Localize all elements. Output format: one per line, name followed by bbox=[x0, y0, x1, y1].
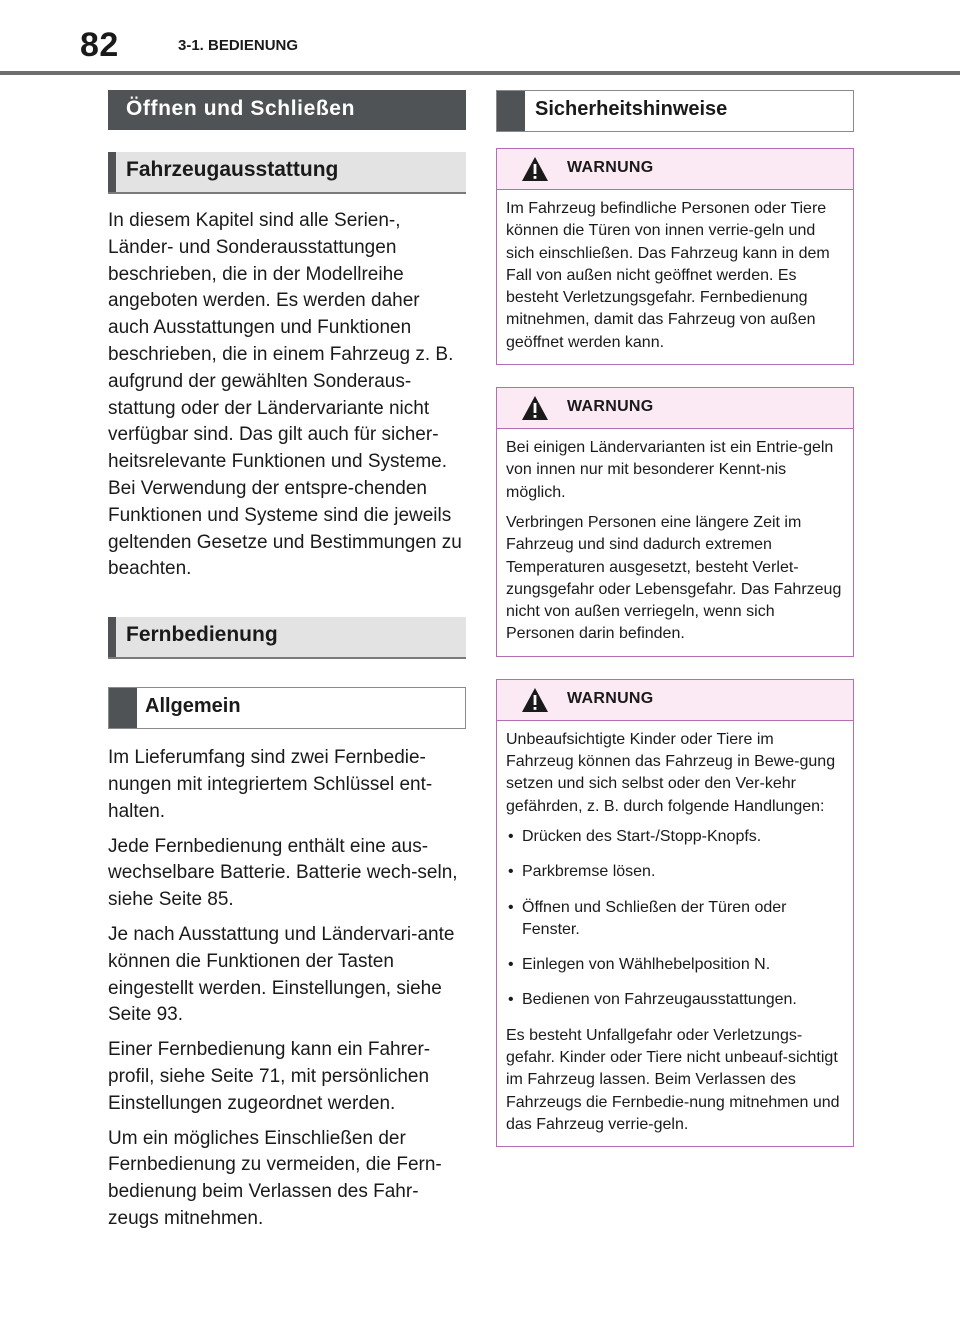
page-header bbox=[0, 0, 960, 76]
list-item: • Einlegen von Wählhebelposition N. bbox=[506, 954, 843, 976]
chapter-title: 3-1. BEDIENUNG bbox=[178, 37, 299, 54]
warning-triangle-icon bbox=[521, 395, 549, 421]
warning-box bbox=[496, 387, 854, 657]
warning-label: WARNUNG bbox=[567, 689, 654, 707]
subsection-remote bbox=[108, 617, 466, 659]
left-column bbox=[108, 90, 466, 1241]
header-rule bbox=[0, 71, 960, 75]
warning-triangle-icon bbox=[521, 687, 549, 713]
warning-label: WARNUNG bbox=[567, 398, 654, 416]
warning-bullet-list bbox=[506, 826, 843, 1012]
warning-intro: Unbeaufsichtigte Kinder oder Tiere im Fahrzeug können das Fahrzeug in Bewe-gung setzen und sich selbst oder den Ver-kehr gefährden, z. B. durch folgende Handlungen: bbox=[506, 730, 836, 815]
warning-label: WARNUNG bbox=[567, 159, 654, 176]
warning-box bbox=[496, 148, 854, 365]
warning-body bbox=[497, 721, 853, 1146]
remote-paragraph: Jede Fernbedienung enthält eine aus-wechselbare Batterie. Batterie wech-seln, siehe Seite 85. bbox=[108, 835, 458, 911]
remote-paragraph: Im Lieferumfang sind zwei Fernbedie-nungen mit integriertem Schlüssel ent-halten. bbox=[108, 747, 433, 822]
remote-paragraph: Um ein mögliches Einschließen der Fernbedienung zu vermeiden, die Fern-bedienung beim Verlassen des Fahr-zeugs mitnehmen. bbox=[108, 1127, 442, 1229]
subsection-general-title: Allgemein bbox=[145, 695, 241, 718]
section-title-safety bbox=[496, 90, 854, 132]
list-item: • Parkbremse lösen. bbox=[506, 861, 843, 883]
right-column bbox=[496, 90, 854, 1147]
warning-body bbox=[497, 190, 853, 364]
warning-header bbox=[497, 680, 853, 721]
subsection-general bbox=[108, 687, 466, 729]
list-item: • Öffnen und Schließen der Türen oder Fenster. bbox=[506, 897, 843, 942]
warning-paragraph: Im Fahrzeug befindliche Personen oder Tiere können die Türen von innen verrie-geln und sich einschließen. Das Fahrzeug kann in dem Fall von außen nicht geöffnet werden. Es besteht Verletzungsgefahr. Fernbedienung mitnehmen, damit das Fahrzeug von außen geöffnet werden kann. bbox=[506, 200, 830, 351]
warning-triangle-icon bbox=[521, 156, 549, 182]
equipment-paragraph: In diesem Kapitel sind alle Serien-, Länder- und Sonderausstattungen beschrieben, die in der Modellreihe angeboten werden. Es werden daher auch Ausstattungen und Funktionen beschrieben, die in einem Fahrzeug z. B. aufgrund der gewählten Sonderaus-stattung oder der Ländervariante nicht verfügbar sind. Das gilt auch für sicher-heitsrelevante Funktionen und Systeme. Bei Verwendung der entspre-chenden Funktionen und Systeme sind die jeweils geltenden Gesetze und Bestimmungen zu beachten. bbox=[108, 210, 462, 580]
remote-paragraph: Einer Fernbedienung kann ein Fahrer-profil, siehe Seite 71, mit persönlichen Einstellungen zugeordnet werden. bbox=[108, 1039, 431, 1114]
section-title-safety-label: Sicherheitshinweise bbox=[535, 98, 728, 120]
subsection-remote-title: Fernbedienung bbox=[126, 623, 278, 647]
warning-body bbox=[497, 429, 853, 656]
section-title-open-close: Öffnen und Schließen bbox=[108, 90, 466, 130]
remote-text bbox=[108, 745, 466, 1233]
warning-paragraph: Verbringen Personen eine längere Zeit im Fahrzeug und sind dadurch extremen Temperaturen ausgesetzt, besteht Verlet-zungsgefahr oder Lebensgefahr. Das Fahrzeug nicht von außen verriegeln, wenn sich Personen darin befinden. bbox=[506, 513, 842, 643]
warning-outro: Es besteht Unfallgefahr oder Verletzungs-gefahr. Kinder oder Tiere nicht unbeauf-sichtigt im Fahrzeug lassen. Beim Verlassen des Fahrzeugs die Fernbedie-nung mitnehmen und das Fahrzeug verrie-geln. bbox=[506, 1026, 840, 1133]
subsection-equipment-title: Fahrzeugausstattung bbox=[126, 158, 339, 181]
equipment-text bbox=[108, 208, 466, 583]
warning-header bbox=[497, 149, 853, 190]
list-item: • Bedienen von Fahrzeugausstattungen. bbox=[506, 989, 843, 1011]
subsection-equipment bbox=[108, 152, 466, 194]
warning-box bbox=[496, 679, 854, 1147]
warning-paragraph: Bei einigen Ländervarianten ist ein Entrie-geln von innen nur mit besonderer Kennt-nis möglich. bbox=[506, 439, 834, 501]
remote-paragraph: Je nach Ausstattung und Ländervari-ante können die Funktionen der Tasten eingestellt werden. Einstellungen, siehe Seite 93. bbox=[108, 923, 455, 1026]
warning-header bbox=[497, 388, 853, 429]
page-number: 82 bbox=[80, 26, 119, 64]
list-item: • Drücken des Start-/Stopp-Knopfs. bbox=[506, 826, 843, 848]
